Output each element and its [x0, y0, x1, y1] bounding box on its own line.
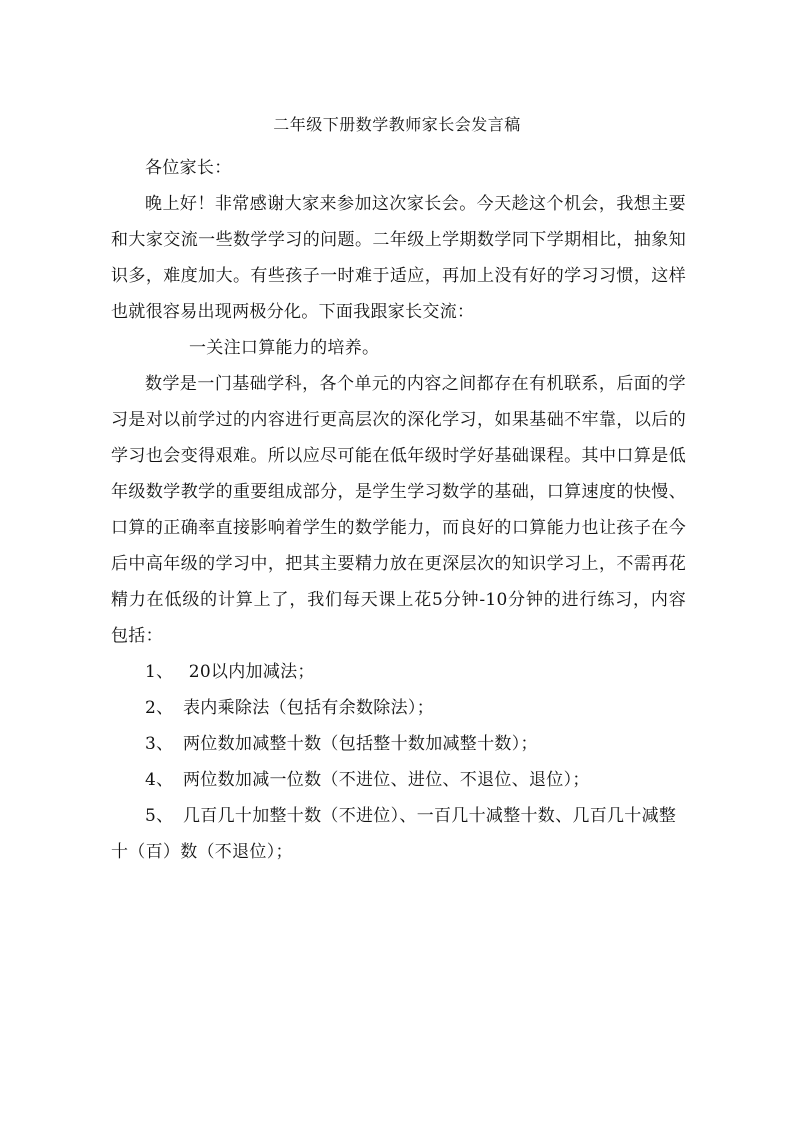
document-title: 二年级下册数学教师家长会发言稿: [273, 115, 521, 134]
list-item-number: 5、: [145, 806, 174, 826]
list-item-text: 两位数加减一位数（不进位、进位、不退位、退位）；: [183, 770, 590, 790]
section-paragraph: 数学是一门基础学科，各个单元的内容之间都存在有机联系，后面的学习是对以前学过的内容进行更高层次的深化学习，如果基础不牢靠，以后的学习也会变得艰难。所以应尽可能在低年级时学好基础课程。其中口算是低年级数学教学的重要组成部分，是学生学习数学的基础，口算速度的快慢、口算的正确率直接影响着学生的数学能力，而良好的口算能力也让孩子在今后中高年级的学习中，把其主要精力放在更深层次的知识学习上，不需再花精力在低级的计算上了，我们每天课上花5分钟-10分钟的进行练习，内容包括：: [111, 374, 686, 646]
list-item-number: 2、: [145, 698, 174, 718]
list-item-text: 几百几十加整十数（不进位）、一百几十减整十数、几百几十减整十（百）数（不退位）；: [111, 806, 677, 862]
document-body: [111, 150, 686, 870]
list-item: [111, 690, 686, 726]
list-item: [111, 762, 686, 798]
list-item: [111, 726, 686, 762]
list-item-number: 1、: [145, 662, 174, 682]
greeting: 各位家长：: [145, 158, 232, 178]
list-item-text: 两位数加减整十数（包括整十数加减整十数）；: [183, 734, 538, 754]
list-item: [111, 798, 686, 870]
list-item-text: 表内乘除法（包括有余数除法）；: [183, 698, 434, 718]
list-item: [111, 654, 686, 690]
list-item-number: 3、: [145, 734, 174, 754]
list-item-text: 20以内加减法；: [183, 662, 315, 682]
intro-paragraph: 晚上好！非常感谢大家来参加这次家长会。今天趁这个机会，我想主要和大家交流一些数学学习的问题。二年级上学期数学同下学期相比，抽象知识多，难度加大。有些孩子一时难于适应，再加上没有好的学习习惯，这样也就很容易出现两极分化。下面我跟家长交流：: [111, 194, 686, 322]
list-item-number: 4、: [145, 770, 174, 790]
section-heading: 一关注口算能力的培养。: [189, 338, 380, 358]
